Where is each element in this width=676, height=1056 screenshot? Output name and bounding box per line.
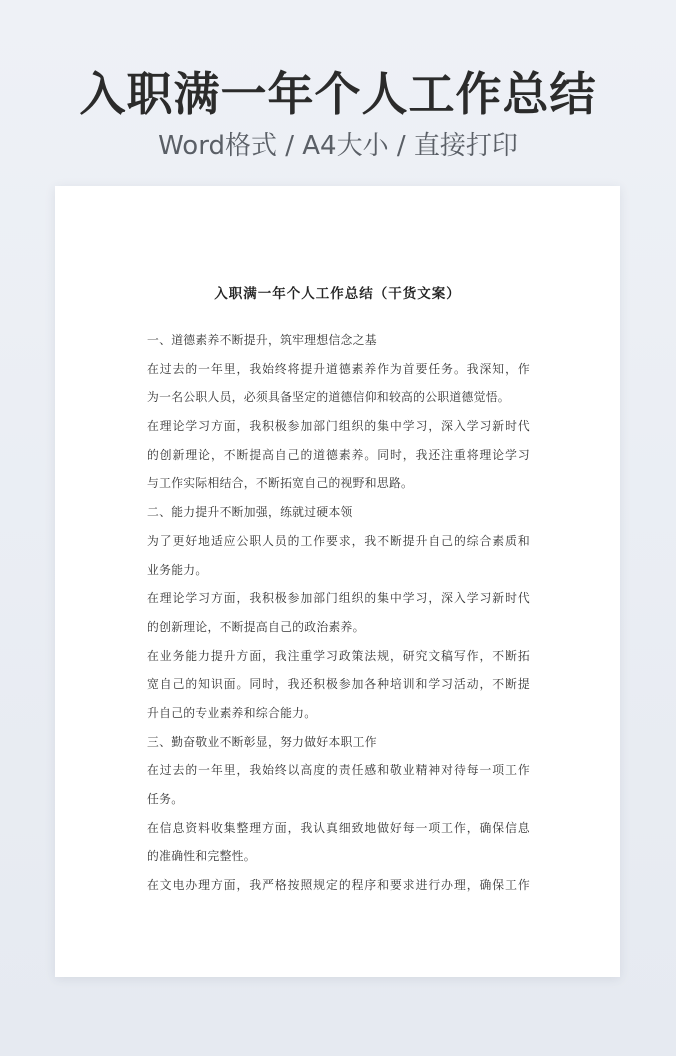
document-text-line: 的创新理论，不断提高自己的道德素养。同时，我还注重将理论学习 [147, 447, 530, 462]
document-text-line: 业务能力。 [147, 562, 208, 577]
document-text-line: 在过去的一年里，我始终以高度的责任感和敬业精神对待每一项工作 [147, 763, 530, 778]
document-text-line: 宽自己的知识面。同时，我还积极参加各种培训和学习活动，不断提 [147, 677, 530, 692]
document-text-line: 在理论学习方面，我积极参加部门组织的集中学习，深入学习新时代 [147, 591, 530, 606]
page-subtitle: Word格式 / A4大小 / 直接打印 [158, 131, 518, 161]
section-heading: 三、勤奋敬业不断彰显，努力做好本职工作 [147, 734, 377, 749]
section-heading: 二、能力提升不断加强，练就过硬本领 [147, 505, 353, 520]
section-heading: 一、道德素养不断提升，筑牢理想信念之基 [147, 333, 377, 347]
page-title: 入职满一年个人工作总结 [79, 67, 597, 121]
document-text-line: 与工作实际相结合，不断拓宽自己的视野和思路。 [147, 476, 414, 491]
document-text-line: 在业务能力提升方面，我注重学习政策法规，研究文稿写作，不断拓 [147, 648, 530, 663]
page-header [0, 62, 676, 166]
document-text-line: 的准确性和完整性。 [147, 849, 256, 864]
document-title: 入职满一年个人工作总结（干货文案） [214, 286, 461, 302]
document-text-line: 为了更好地适应公职人员的工作要求，我不断提升自己的综合素质和 [147, 533, 530, 548]
document-text-line: 在信息资料收集整理方面，我认真细致地做好每一项工作，确保信息 [147, 820, 530, 835]
document-text-line: 升自己的专业素养和综合能力。 [147, 705, 317, 720]
document-text-line: 在过去的一年里，我始终将提升道德素养作为首要任务。我深知，作 [147, 361, 530, 376]
document-text-line: 在理论学习方面，我积极参加部门组织的集中学习，深入学习新时代 [147, 419, 530, 434]
document-text-line: 在文电办理方面，我严格按照规定的程序和要求进行办理，确保工作 [147, 878, 530, 893]
document-text-line: 任务。 [147, 792, 184, 806]
document-text-line: 的创新理论，不断提高自己的政治素养。 [147, 619, 365, 634]
document-preview [55, 186, 620, 977]
document-body [147, 326, 530, 900]
document-text-line: 为一名公职人员，必须具备坚定的道德信仰和较高的公职道德觉悟。 [147, 390, 510, 405]
